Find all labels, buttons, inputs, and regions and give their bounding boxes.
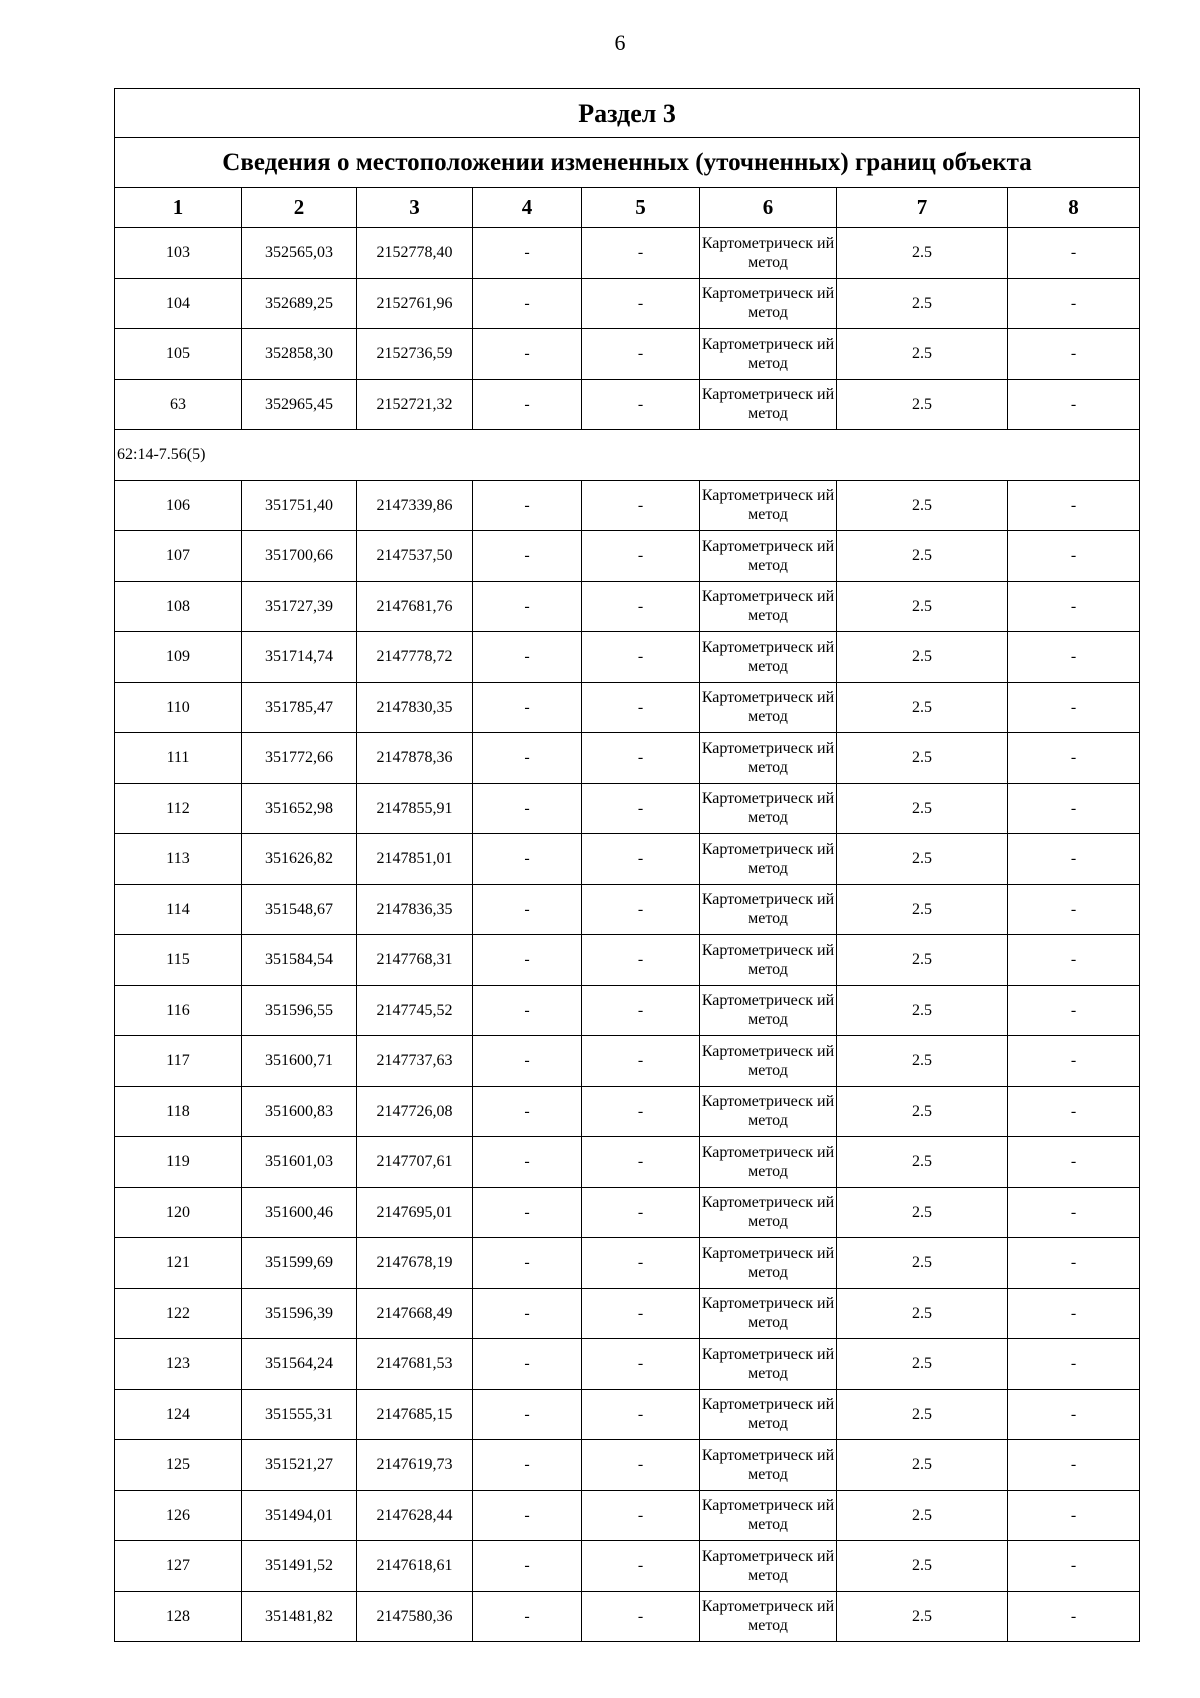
accuracy-value: 2.5 xyxy=(837,1389,1008,1440)
coordinate-y: 2152778,40 xyxy=(357,228,473,279)
column-5-value: - xyxy=(582,1137,700,1188)
method-cell: Картометрическ ий метод xyxy=(700,783,837,834)
column-8-value: - xyxy=(1008,632,1140,683)
coordinate-x: 351491,52 xyxy=(242,1541,357,1592)
point-number: 117 xyxy=(115,1036,242,1087)
column-4-value: - xyxy=(473,228,582,279)
table-row xyxy=(115,682,1140,733)
column-8-value: - xyxy=(1008,1591,1140,1642)
column-4-value: - xyxy=(473,531,582,582)
table-row xyxy=(115,783,1140,834)
column-number: 7 xyxy=(837,188,1008,228)
column-5-value: - xyxy=(582,329,700,380)
method-cell: Картометрическ ий метод xyxy=(700,1187,837,1238)
column-5-value: - xyxy=(582,935,700,986)
method-cell: Картометрическ ий метод xyxy=(700,1086,837,1137)
column-8-value: - xyxy=(1008,1339,1140,1390)
method-cell: Картометрическ ий метод xyxy=(700,480,837,531)
column-4-value: - xyxy=(473,632,582,683)
method-cell: Картометрическ ий метод xyxy=(700,935,837,986)
column-5-value: - xyxy=(582,1440,700,1491)
coordinate-y: 2147851,01 xyxy=(357,834,473,885)
method-cell: Картометрическ ий метод xyxy=(700,581,837,632)
accuracy-value: 2.5 xyxy=(837,985,1008,1036)
column-5-value: - xyxy=(582,480,700,531)
method-cell: Картометрическ ий метод xyxy=(700,632,837,683)
section-heading: Сведения о местоположении измененных (уточненных) границ объекта xyxy=(115,138,1140,188)
column-number: 5 xyxy=(582,188,700,228)
point-number: 118 xyxy=(115,1086,242,1137)
point-number: 121 xyxy=(115,1238,242,1289)
column-8-value: - xyxy=(1008,228,1140,279)
method-cell: Картометрическ ий метод xyxy=(700,1137,837,1188)
method-cell: Картометрическ ий метод xyxy=(700,1440,837,1491)
table-row xyxy=(115,1440,1140,1491)
column-5-value: - xyxy=(582,531,700,582)
accuracy-value: 2.5 xyxy=(837,682,1008,733)
coordinate-x: 351596,39 xyxy=(242,1288,357,1339)
column-8-value: - xyxy=(1008,379,1140,430)
column-4-value: - xyxy=(473,581,582,632)
table-row xyxy=(115,1036,1140,1087)
column-4-value: - xyxy=(473,1339,582,1390)
accuracy-value: 2.5 xyxy=(837,278,1008,329)
coordinate-x: 351600,46 xyxy=(242,1187,357,1238)
column-4-value: - xyxy=(473,935,582,986)
point-number: 115 xyxy=(115,935,242,986)
coordinate-x: 351727,39 xyxy=(242,581,357,632)
coordinate-y: 2147768,31 xyxy=(357,935,473,986)
column-5-value: - xyxy=(582,1187,700,1238)
column-8-value: - xyxy=(1008,1086,1140,1137)
accuracy-value: 2.5 xyxy=(837,1137,1008,1188)
accuracy-value: 2.5 xyxy=(837,1086,1008,1137)
coordinate-x: 351600,71 xyxy=(242,1036,357,1087)
coordinate-y: 2147685,15 xyxy=(357,1389,473,1440)
table-row xyxy=(115,228,1140,279)
coordinate-x: 351521,27 xyxy=(242,1440,357,1491)
coordinate-y: 2147619,73 xyxy=(357,1440,473,1491)
accuracy-value: 2.5 xyxy=(837,379,1008,430)
column-5-value: - xyxy=(582,783,700,834)
section-title: Раздел 3 xyxy=(115,89,1140,138)
coordinate-x: 352565,03 xyxy=(242,228,357,279)
point-number: 111 xyxy=(115,733,242,784)
cadastral-block-label: 62:14-7.56(5) xyxy=(115,430,1140,481)
column-8-value: - xyxy=(1008,1389,1140,1440)
table-row xyxy=(115,1238,1140,1289)
column-5-value: - xyxy=(582,632,700,683)
point-number: 114 xyxy=(115,884,242,935)
accuracy-value: 2.5 xyxy=(837,228,1008,279)
accuracy-value: 2.5 xyxy=(837,632,1008,683)
column-5-value: - xyxy=(582,834,700,885)
coordinate-x: 351564,24 xyxy=(242,1339,357,1390)
column-8-value: - xyxy=(1008,1238,1140,1289)
method-cell: Картометрическ ий метод xyxy=(700,733,837,784)
method-cell: Картометрическ ий метод xyxy=(700,1541,837,1592)
column-8-value: - xyxy=(1008,1440,1140,1491)
table-row xyxy=(115,1389,1140,1440)
point-number: 119 xyxy=(115,1137,242,1188)
method-cell: Картометрическ ий метод xyxy=(700,1339,837,1390)
point-number: 122 xyxy=(115,1288,242,1339)
coordinate-x: 351584,54 xyxy=(242,935,357,986)
table-row xyxy=(115,834,1140,885)
column-4-value: - xyxy=(473,1389,582,1440)
accuracy-value: 2.5 xyxy=(837,1490,1008,1541)
coordinate-y: 2147537,50 xyxy=(357,531,473,582)
table-row xyxy=(115,985,1140,1036)
method-cell: Картометрическ ий метод xyxy=(700,1591,837,1642)
column-8-value: - xyxy=(1008,884,1140,935)
accuracy-value: 2.5 xyxy=(837,1288,1008,1339)
point-number: 107 xyxy=(115,531,242,582)
coordinate-x: 351714,74 xyxy=(242,632,357,683)
coordinate-x: 352689,25 xyxy=(242,278,357,329)
coordinate-x: 351596,55 xyxy=(242,985,357,1036)
column-5-value: - xyxy=(582,228,700,279)
section-table xyxy=(114,88,1140,1642)
accuracy-value: 2.5 xyxy=(837,1036,1008,1087)
method-cell: Картометрическ ий метод xyxy=(700,1389,837,1440)
column-8-value: - xyxy=(1008,329,1140,380)
column-5-value: - xyxy=(582,379,700,430)
coordinate-y: 2147618,61 xyxy=(357,1541,473,1592)
accuracy-value: 2.5 xyxy=(837,329,1008,380)
table-row xyxy=(115,1541,1140,1592)
point-number: 124 xyxy=(115,1389,242,1440)
coordinate-y: 2147580,36 xyxy=(357,1591,473,1642)
point-number: 123 xyxy=(115,1339,242,1390)
column-4-value: - xyxy=(473,1238,582,1289)
method-cell: Картометрическ ий метод xyxy=(700,1490,837,1541)
point-number: 109 xyxy=(115,632,242,683)
column-4-value: - xyxy=(473,1541,582,1592)
column-8-value: - xyxy=(1008,985,1140,1036)
column-5-value: - xyxy=(582,1339,700,1390)
column-8-value: - xyxy=(1008,1288,1140,1339)
column-5-value: - xyxy=(582,1591,700,1642)
column-4-value: - xyxy=(473,1490,582,1541)
point-number: 127 xyxy=(115,1541,242,1592)
column-8-value: - xyxy=(1008,1137,1140,1188)
column-5-value: - xyxy=(582,884,700,935)
accuracy-value: 2.5 xyxy=(837,1187,1008,1238)
accuracy-value: 2.5 xyxy=(837,935,1008,986)
accuracy-value: 2.5 xyxy=(837,1339,1008,1390)
method-cell: Картометрическ ий метод xyxy=(700,1036,837,1087)
column-8-value: - xyxy=(1008,480,1140,531)
point-number: 63 xyxy=(115,379,242,430)
table-row xyxy=(115,379,1140,430)
coordinate-x: 351700,66 xyxy=(242,531,357,582)
point-number: 112 xyxy=(115,783,242,834)
accuracy-value: 2.5 xyxy=(837,1591,1008,1642)
column-4-value: - xyxy=(473,985,582,1036)
column-4-value: - xyxy=(473,379,582,430)
accuracy-value: 2.5 xyxy=(837,733,1008,784)
table-row xyxy=(115,480,1140,531)
column-4-value: - xyxy=(473,1187,582,1238)
accuracy-value: 2.5 xyxy=(837,480,1008,531)
coordinate-y: 2147855,91 xyxy=(357,783,473,834)
coordinate-x: 351494,01 xyxy=(242,1490,357,1541)
coordinate-y: 2152736,59 xyxy=(357,329,473,380)
group-row xyxy=(115,430,1140,481)
coordinate-y: 2147836,35 xyxy=(357,884,473,935)
point-number: 105 xyxy=(115,329,242,380)
column-4-value: - xyxy=(473,884,582,935)
column-8-value: - xyxy=(1008,1490,1140,1541)
column-number: 1 xyxy=(115,188,242,228)
coordinate-y: 2152721,32 xyxy=(357,379,473,430)
accuracy-value: 2.5 xyxy=(837,531,1008,582)
point-number: 110 xyxy=(115,682,242,733)
coordinate-x: 351785,47 xyxy=(242,682,357,733)
coordinate-x: 351481,82 xyxy=(242,1591,357,1642)
column-5-value: - xyxy=(582,1086,700,1137)
coordinate-y: 2147339,86 xyxy=(357,480,473,531)
column-5-value: - xyxy=(582,1541,700,1592)
method-cell: Картометрическ ий метод xyxy=(700,329,837,380)
column-4-value: - xyxy=(473,1137,582,1188)
column-number: 6 xyxy=(700,188,837,228)
column-8-value: - xyxy=(1008,783,1140,834)
column-4-value: - xyxy=(473,480,582,531)
column-number: 2 xyxy=(242,188,357,228)
coordinate-y: 2152761,96 xyxy=(357,278,473,329)
table-row xyxy=(115,329,1140,380)
coordinate-x: 351626,82 xyxy=(242,834,357,885)
column-4-value: - xyxy=(473,733,582,784)
column-number: 3 xyxy=(357,188,473,228)
coordinate-x: 351599,69 xyxy=(242,1238,357,1289)
point-number: 126 xyxy=(115,1490,242,1541)
point-number: 116 xyxy=(115,985,242,1036)
column-8-value: - xyxy=(1008,1541,1140,1592)
column-8-value: - xyxy=(1008,278,1140,329)
coordinate-y: 2147737,63 xyxy=(357,1036,473,1087)
method-cell: Картометрическ ий метод xyxy=(700,682,837,733)
column-5-value: - xyxy=(582,985,700,1036)
coordinate-y: 2147707,61 xyxy=(357,1137,473,1188)
coordinate-y: 2147678,19 xyxy=(357,1238,473,1289)
column-4-value: - xyxy=(473,278,582,329)
column-8-value: - xyxy=(1008,935,1140,986)
column-8-value: - xyxy=(1008,834,1140,885)
point-number: 125 xyxy=(115,1440,242,1491)
column-5-value: - xyxy=(582,1389,700,1440)
table-row xyxy=(115,1137,1140,1188)
column-4-value: - xyxy=(473,783,582,834)
column-4-value: - xyxy=(473,682,582,733)
accuracy-value: 2.5 xyxy=(837,1440,1008,1491)
table-row xyxy=(115,581,1140,632)
coordinate-x: 351600,83 xyxy=(242,1086,357,1137)
column-4-value: - xyxy=(473,329,582,380)
coordinate-x: 352965,45 xyxy=(242,379,357,430)
coordinate-y: 2147830,35 xyxy=(357,682,473,733)
coordinate-y: 2147878,36 xyxy=(357,733,473,784)
column-5-value: - xyxy=(582,278,700,329)
column-number: 4 xyxy=(473,188,582,228)
accuracy-value: 2.5 xyxy=(837,1238,1008,1289)
coordinate-x: 351652,98 xyxy=(242,783,357,834)
column-8-value: - xyxy=(1008,682,1140,733)
method-cell: Картометрическ ий метод xyxy=(700,379,837,430)
accuracy-value: 2.5 xyxy=(837,783,1008,834)
column-8-value: - xyxy=(1008,733,1140,784)
column-8-value: - xyxy=(1008,1036,1140,1087)
method-cell: Картометрическ ий метод xyxy=(700,884,837,935)
coordinate-x: 352858,30 xyxy=(242,329,357,380)
method-cell: Картометрическ ий метод xyxy=(700,1288,837,1339)
point-number: 106 xyxy=(115,480,242,531)
table-row xyxy=(115,884,1140,935)
column-5-value: - xyxy=(582,581,700,632)
accuracy-value: 2.5 xyxy=(837,884,1008,935)
point-number: 108 xyxy=(115,581,242,632)
point-number: 113 xyxy=(115,834,242,885)
coordinate-y: 2147778,72 xyxy=(357,632,473,683)
coordinate-x: 351548,67 xyxy=(242,884,357,935)
column-5-value: - xyxy=(582,1490,700,1541)
coordinate-x: 351751,40 xyxy=(242,480,357,531)
accuracy-value: 2.5 xyxy=(837,581,1008,632)
table-row xyxy=(115,1490,1140,1541)
column-4-value: - xyxy=(473,1440,582,1491)
column-4-value: - xyxy=(473,1036,582,1087)
column-4-value: - xyxy=(473,1086,582,1137)
method-cell: Картометрическ ий метод xyxy=(700,531,837,582)
table-row xyxy=(115,1187,1140,1238)
table-row xyxy=(115,1288,1140,1339)
page-number: 6 xyxy=(614,30,626,55)
table-row xyxy=(115,733,1140,784)
table-row xyxy=(115,531,1140,582)
column-5-value: - xyxy=(582,733,700,784)
column-8-value: - xyxy=(1008,581,1140,632)
table-row xyxy=(115,1339,1140,1390)
column-5-value: - xyxy=(582,1238,700,1289)
method-cell: Картометрическ ий метод xyxy=(700,834,837,885)
coordinate-x: 351555,31 xyxy=(242,1389,357,1440)
method-cell: Картометрическ ий метод xyxy=(700,228,837,279)
accuracy-value: 2.5 xyxy=(837,1541,1008,1592)
column-5-value: - xyxy=(582,1036,700,1087)
table-row xyxy=(115,1591,1140,1642)
point-number: 128 xyxy=(115,1591,242,1642)
point-number: 104 xyxy=(115,278,242,329)
table-row xyxy=(115,935,1140,986)
column-number: 8 xyxy=(1008,188,1140,228)
column-5-value: - xyxy=(582,682,700,733)
table-row xyxy=(115,1086,1140,1137)
column-5-value: - xyxy=(582,1288,700,1339)
column-4-value: - xyxy=(473,1288,582,1339)
column-4-value: - xyxy=(473,834,582,885)
column-8-value: - xyxy=(1008,531,1140,582)
coordinate-x: 351601,03 xyxy=(242,1137,357,1188)
column-8-value: - xyxy=(1008,1187,1140,1238)
method-cell: Картометрическ ий метод xyxy=(700,1238,837,1289)
column-number-row xyxy=(115,188,1140,228)
table-row xyxy=(115,278,1140,329)
coordinate-y: 2147695,01 xyxy=(357,1187,473,1238)
coordinate-y: 2147681,53 xyxy=(357,1339,473,1390)
method-cell: Картометрическ ий метод xyxy=(700,985,837,1036)
table-row xyxy=(115,632,1140,683)
point-number: 120 xyxy=(115,1187,242,1238)
column-4-value: - xyxy=(473,1591,582,1642)
method-cell: Картометрическ ий метод xyxy=(700,278,837,329)
coordinate-y: 2147628,44 xyxy=(357,1490,473,1541)
coordinate-y: 2147726,08 xyxy=(357,1086,473,1137)
point-number: 103 xyxy=(115,228,242,279)
coordinate-y: 2147681,76 xyxy=(357,581,473,632)
coordinate-x: 351772,66 xyxy=(242,733,357,784)
coordinate-y: 2147668,49 xyxy=(357,1288,473,1339)
accuracy-value: 2.5 xyxy=(837,834,1008,885)
coordinate-y: 2147745,52 xyxy=(357,985,473,1036)
